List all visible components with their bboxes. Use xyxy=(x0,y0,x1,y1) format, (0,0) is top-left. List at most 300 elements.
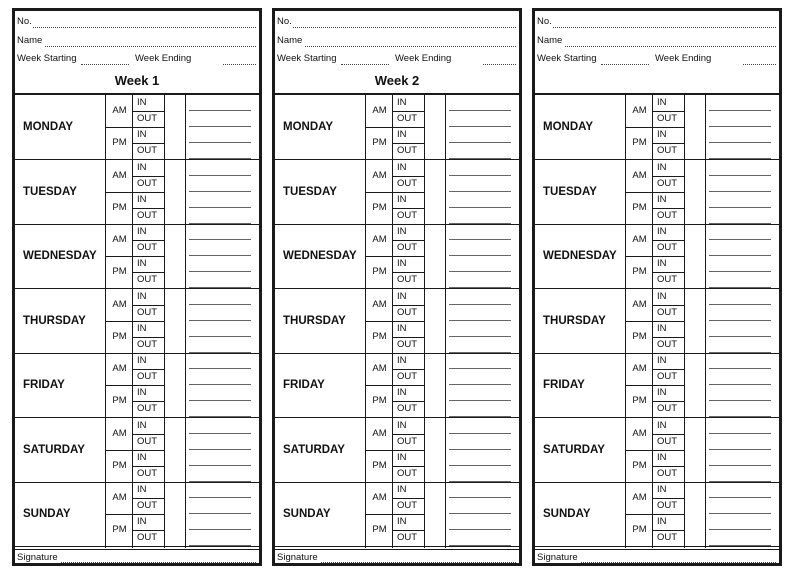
pm-label: PM xyxy=(112,330,127,342)
week-ending-field[interactable] xyxy=(483,64,516,65)
pm-label: PM xyxy=(112,459,127,471)
am-in-hours-line[interactable] xyxy=(449,110,511,111)
pm-out-label: OUT xyxy=(657,532,678,543)
in-out-divider xyxy=(653,434,685,435)
am-out-label: OUT xyxy=(397,371,418,382)
am-in-label: IN xyxy=(137,290,147,302)
signature-row xyxy=(275,549,519,565)
in-out-divider xyxy=(393,143,425,144)
week-title: Week 2 xyxy=(374,73,420,88)
am-out-hours-line[interactable] xyxy=(189,191,251,192)
number-row xyxy=(535,14,779,30)
am-out-label: OUT xyxy=(137,113,158,124)
pm-in-label: IN xyxy=(657,322,667,334)
in-out-divider xyxy=(393,530,425,531)
pm-out-label: OUT xyxy=(137,403,158,414)
pm-in-hours-line[interactable] xyxy=(189,400,251,401)
signature-label: Signature xyxy=(537,552,578,563)
day-name: SUNDAY xyxy=(283,508,331,520)
in-out-divider xyxy=(133,498,165,499)
am-pm-inout-divider xyxy=(653,192,685,193)
pm-label: PM xyxy=(372,266,387,277)
week-dates-row xyxy=(15,51,259,67)
in-out-divider xyxy=(653,272,685,273)
day-row-sunday xyxy=(15,482,259,547)
day-grid xyxy=(15,93,259,548)
am-pm-inout-divider xyxy=(133,385,165,386)
am-pm-inout-divider xyxy=(393,385,425,386)
day-row-tuesday xyxy=(15,160,259,225)
am-pm-inout-divider xyxy=(393,450,425,451)
pm-out-label: OUT xyxy=(657,338,678,350)
am-pm-divider xyxy=(106,450,133,451)
am-out-hours-line[interactable] xyxy=(449,384,511,385)
in-out-divider xyxy=(133,208,165,209)
pm-label: PM xyxy=(112,137,127,148)
am-label: AM xyxy=(632,492,647,503)
number-field[interactable] xyxy=(33,27,256,28)
day-row-wednesday xyxy=(535,224,779,289)
in-out-divider xyxy=(133,401,165,402)
am-label: AM xyxy=(372,169,387,181)
am-pm-inout-divider xyxy=(393,256,425,257)
am-out-hours-line[interactable] xyxy=(709,320,771,321)
am-in-hours-line[interactable] xyxy=(709,175,771,176)
in-out-divider xyxy=(133,466,165,467)
am-out-label: OUT xyxy=(397,113,418,124)
number-label: No. xyxy=(277,16,292,27)
am-in-label: IN xyxy=(657,355,667,366)
number-field[interactable] xyxy=(553,27,776,28)
am-out-hours-line[interactable] xyxy=(709,384,771,385)
am-out-hours-line[interactable] xyxy=(189,255,251,256)
in-out-divider xyxy=(133,337,165,338)
pm-label: PM xyxy=(632,201,647,213)
pm-in-hours-line[interactable] xyxy=(449,400,511,401)
pm-in-hours-line[interactable] xyxy=(709,207,771,208)
pm-out-label: OUT xyxy=(657,145,678,156)
pm-out-hours-line[interactable] xyxy=(189,545,251,546)
pm-in-hours-line[interactable] xyxy=(449,336,511,337)
am-pm-divider xyxy=(106,256,133,257)
week-ending-field[interactable] xyxy=(223,64,256,65)
pm-in-label: IN xyxy=(657,193,667,205)
am-in-label: IN xyxy=(657,97,667,108)
in-out-divider xyxy=(133,434,165,435)
pm-in-label: IN xyxy=(137,258,147,269)
in-out-divider xyxy=(653,208,685,209)
pm-in-label: IN xyxy=(657,129,667,140)
pm-in-hours-line[interactable] xyxy=(189,207,251,208)
day-row-saturday xyxy=(275,418,519,483)
am-out-label: OUT xyxy=(137,177,158,189)
pm-in-hours-line[interactable] xyxy=(189,336,251,337)
am-in-hours-line[interactable] xyxy=(189,433,251,434)
name-field[interactable] xyxy=(45,46,256,47)
day-name: FRIDAY xyxy=(543,379,585,391)
am-out-label: OUT xyxy=(657,306,678,318)
pm-label: PM xyxy=(632,395,647,406)
in-out-divider xyxy=(653,498,685,499)
am-in-label: IN xyxy=(137,97,147,108)
week-title: Week 1 xyxy=(114,73,160,88)
am-out-hours-line[interactable] xyxy=(449,126,511,127)
pm-out-label: OUT xyxy=(137,145,158,156)
am-in-hours-line[interactable] xyxy=(709,368,771,369)
am-pm-divider xyxy=(626,321,653,322)
am-in-label: IN xyxy=(397,355,407,366)
am-in-label: IN xyxy=(397,484,407,495)
name-row xyxy=(535,33,779,49)
pm-label: PM xyxy=(372,137,387,148)
pm-label: PM xyxy=(632,459,647,471)
am-pm-inout-divider xyxy=(653,450,685,451)
signature-field[interactable] xyxy=(61,562,256,563)
in-out-divider xyxy=(393,272,425,273)
am-out-label: OUT xyxy=(397,435,418,447)
day-name: FRIDAY xyxy=(283,379,325,391)
in-out-divider xyxy=(653,143,685,144)
day-row-friday xyxy=(535,353,779,418)
am-out-label: OUT xyxy=(397,500,418,511)
in-out-divider xyxy=(653,111,685,112)
week-ending-label: Week Ending xyxy=(395,53,452,64)
am-pm-inout-divider xyxy=(133,514,165,515)
am-pm-divider xyxy=(626,514,653,515)
day-name: MONDAY xyxy=(543,121,594,133)
am-label: AM xyxy=(632,427,647,439)
am-label: AM xyxy=(112,169,127,181)
day-name: TUESDAY xyxy=(283,185,337,198)
pm-label: PM xyxy=(372,459,387,471)
week-starting-field[interactable] xyxy=(81,64,129,65)
pm-out-hours-line[interactable] xyxy=(449,545,511,546)
pm-out-label: OUT xyxy=(397,145,418,156)
in-out-divider xyxy=(133,176,165,177)
am-in-hours-line[interactable] xyxy=(709,239,771,240)
pm-in-label: IN xyxy=(137,129,147,140)
week-ending-label: Week Ending xyxy=(135,53,192,64)
pm-out-hours-line[interactable] xyxy=(709,545,771,546)
pm-out-label: OUT xyxy=(397,338,418,350)
am-label: AM xyxy=(112,234,127,245)
day-name: WEDNESDAY xyxy=(543,250,617,262)
am-out-hours-line[interactable] xyxy=(709,126,771,127)
am-label: AM xyxy=(372,492,387,503)
am-label: AM xyxy=(112,492,127,503)
in-out-divider xyxy=(393,369,425,370)
week-starting-field[interactable] xyxy=(341,64,389,65)
am-in-label: IN xyxy=(657,419,667,431)
name-label: Name xyxy=(277,35,303,46)
day-row-monday xyxy=(275,95,519,160)
in-out-divider xyxy=(133,369,165,370)
day-name: SUNDAY xyxy=(23,508,71,520)
timecard-1 xyxy=(12,8,262,566)
am-in-hours-line[interactable] xyxy=(189,304,251,305)
in-out-divider xyxy=(393,240,425,241)
am-in-hours-line[interactable] xyxy=(449,433,511,434)
am-label: AM xyxy=(372,234,387,245)
am-out-hours-line[interactable] xyxy=(449,191,511,192)
am-label: AM xyxy=(112,427,127,439)
signature-label: Signature xyxy=(17,552,58,563)
pm-label: PM xyxy=(372,395,387,406)
day-name: SATURDAY xyxy=(283,443,345,456)
pm-in-hours-line[interactable] xyxy=(449,465,511,466)
pm-in-hours-line[interactable] xyxy=(189,271,251,272)
pm-label: PM xyxy=(632,330,647,342)
am-in-label: IN xyxy=(397,161,407,173)
pm-in-hours-line[interactable] xyxy=(709,142,771,143)
name-label: Name xyxy=(537,35,563,46)
am-pm-divider xyxy=(106,514,133,515)
pm-in-hours-line[interactable] xyxy=(709,271,771,272)
day-name: THURSDAY xyxy=(283,314,346,327)
am-in-hours-line[interactable] xyxy=(189,239,251,240)
name-row xyxy=(275,33,519,49)
pm-out-label: OUT xyxy=(397,403,418,414)
am-out-label: OUT xyxy=(657,371,678,382)
pm-out-label: OUT xyxy=(657,209,678,221)
day-name: SATURDAY xyxy=(23,443,85,456)
in-out-divider xyxy=(653,530,685,531)
am-in-hours-line[interactable] xyxy=(189,110,251,111)
am-in-hours-line[interactable] xyxy=(449,239,511,240)
day-grid xyxy=(275,93,519,548)
am-out-hours-line[interactable] xyxy=(449,513,511,514)
am-in-label: IN xyxy=(657,226,667,237)
in-out-divider xyxy=(393,434,425,435)
am-pm-divider xyxy=(626,385,653,386)
am-in-label: IN xyxy=(657,484,667,495)
day-row-monday xyxy=(535,95,779,160)
day-name: TUESDAY xyxy=(23,185,77,198)
am-pm-divider xyxy=(106,127,133,128)
day-row-sunday xyxy=(535,482,779,547)
am-pm-inout-divider xyxy=(653,514,685,515)
pm-out-label: OUT xyxy=(137,532,158,543)
day-row-tuesday xyxy=(535,160,779,225)
am-in-label: IN xyxy=(137,161,147,173)
pm-in-label: IN xyxy=(397,451,407,463)
am-in-hours-line[interactable] xyxy=(449,368,511,369)
day-row-saturday xyxy=(535,418,779,483)
in-out-divider xyxy=(653,337,685,338)
pm-in-label: IN xyxy=(657,516,667,527)
am-in-label: IN xyxy=(397,290,407,302)
pm-in-hours-line[interactable] xyxy=(709,529,771,530)
pm-in-label: IN xyxy=(397,322,407,334)
am-out-label: OUT xyxy=(137,242,158,253)
am-label: AM xyxy=(372,105,387,116)
pm-out-label: OUT xyxy=(137,209,158,221)
pm-label: PM xyxy=(112,201,127,213)
am-out-label: OUT xyxy=(397,177,418,189)
in-out-divider xyxy=(393,337,425,338)
day-row-tuesday xyxy=(275,160,519,225)
in-out-divider xyxy=(393,208,425,209)
signature-label: Signature xyxy=(277,552,318,563)
am-out-hours-line[interactable] xyxy=(449,449,511,450)
number-label: No. xyxy=(537,16,552,27)
am-pm-inout-divider xyxy=(653,256,685,257)
am-pm-divider xyxy=(366,450,393,451)
am-pm-divider xyxy=(366,385,393,386)
am-out-hours-line[interactable] xyxy=(709,449,771,450)
am-label: AM xyxy=(632,363,647,374)
pm-out-label: OUT xyxy=(397,274,418,285)
day-name: MONDAY xyxy=(283,121,334,133)
pm-label: PM xyxy=(372,201,387,213)
pm-in-hours-line[interactable] xyxy=(449,529,511,530)
am-pm-divider xyxy=(626,127,653,128)
am-pm-divider xyxy=(626,450,653,451)
am-out-hours-line[interactable] xyxy=(189,513,251,514)
am-out-hours-line[interactable] xyxy=(709,191,771,192)
day-grid xyxy=(535,93,779,548)
am-pm-divider xyxy=(366,192,393,193)
am-pm-divider xyxy=(366,256,393,257)
number-label: No. xyxy=(17,16,32,27)
am-in-hours-line[interactable] xyxy=(189,368,251,369)
pm-in-hours-line[interactable] xyxy=(189,142,251,143)
in-out-divider xyxy=(653,466,685,467)
in-out-divider xyxy=(393,498,425,499)
am-out-hours-line[interactable] xyxy=(189,320,251,321)
pm-label: PM xyxy=(632,137,647,148)
week-dates-row xyxy=(535,51,779,67)
am-out-label: OUT xyxy=(657,500,678,511)
day-row-thursday xyxy=(275,289,519,354)
day-name: FRIDAY xyxy=(23,379,65,391)
week-starting-label: Week Starting xyxy=(537,53,597,64)
am-pm-divider xyxy=(366,514,393,515)
week-dates-row xyxy=(275,51,519,67)
pm-out-label: OUT xyxy=(137,338,158,350)
signature-field[interactable] xyxy=(321,562,516,563)
am-pm-divider xyxy=(106,321,133,322)
in-out-divider xyxy=(653,176,685,177)
am-pm-inout-divider xyxy=(133,192,165,193)
am-out-hours-line[interactable] xyxy=(189,126,251,127)
day-name: TUESDAY xyxy=(543,185,597,198)
name-field[interactable] xyxy=(565,46,776,47)
day-row-sunday xyxy=(275,482,519,547)
am-in-label: IN xyxy=(137,484,147,495)
am-pm-inout-divider xyxy=(393,127,425,128)
am-out-label: OUT xyxy=(397,242,418,253)
am-label: AM xyxy=(372,427,387,439)
pm-in-hours-line[interactable] xyxy=(709,336,771,337)
am-label: AM xyxy=(112,298,127,310)
number-field[interactable] xyxy=(293,27,516,28)
day-name: THURSDAY xyxy=(543,314,606,327)
name-row xyxy=(15,33,259,49)
am-pm-inout-divider xyxy=(653,321,685,322)
am-pm-divider xyxy=(366,127,393,128)
am-pm-inout-divider xyxy=(133,321,165,322)
am-in-hours-line[interactable] xyxy=(189,175,251,176)
pm-in-hours-line[interactable] xyxy=(449,142,511,143)
am-out-hours-line[interactable] xyxy=(709,255,771,256)
name-field[interactable] xyxy=(305,46,516,47)
day-name: THURSDAY xyxy=(23,314,86,327)
in-out-divider xyxy=(393,466,425,467)
in-out-divider xyxy=(653,369,685,370)
am-in-hours-line[interactable] xyxy=(449,304,511,305)
in-out-divider xyxy=(653,305,685,306)
am-out-hours-line[interactable] xyxy=(709,513,771,514)
pm-out-label: OUT xyxy=(657,467,678,479)
week-starting-label: Week Starting xyxy=(17,53,77,64)
pm-label: PM xyxy=(112,266,127,277)
timecard-2 xyxy=(272,8,522,566)
am-pm-inout-divider xyxy=(393,321,425,322)
pm-in-hours-line[interactable] xyxy=(189,465,251,466)
day-row-friday xyxy=(275,353,519,418)
am-label: AM xyxy=(632,169,647,181)
am-in-label: IN xyxy=(397,419,407,431)
am-in-hours-line[interactable] xyxy=(189,497,251,498)
am-out-hours-line[interactable] xyxy=(449,320,511,321)
pm-in-hours-line[interactable] xyxy=(709,465,771,466)
pm-out-label: OUT xyxy=(137,274,158,285)
am-in-label: IN xyxy=(137,226,147,237)
am-in-label: IN xyxy=(397,97,407,108)
am-in-hours-line[interactable] xyxy=(709,304,771,305)
day-name: MONDAY xyxy=(23,121,74,133)
pm-in-hours-line[interactable] xyxy=(709,400,771,401)
pm-in-hours-line[interactable] xyxy=(449,271,511,272)
pm-label: PM xyxy=(632,266,647,277)
am-out-hours-line[interactable] xyxy=(189,449,251,450)
am-pm-inout-divider xyxy=(653,127,685,128)
pm-label: PM xyxy=(372,330,387,342)
am-out-label: OUT xyxy=(657,177,678,189)
pm-out-label: OUT xyxy=(137,467,158,479)
am-out-label: OUT xyxy=(657,242,678,253)
pm-in-hours-line[interactable] xyxy=(189,529,251,530)
number-row xyxy=(275,14,519,30)
pm-label: PM xyxy=(632,524,647,535)
pm-in-label: IN xyxy=(137,451,147,463)
day-row-thursday xyxy=(15,289,259,354)
am-in-hours-line[interactable] xyxy=(449,175,511,176)
pm-in-hours-line[interactable] xyxy=(449,207,511,208)
pm-out-label: OUT xyxy=(397,467,418,479)
day-row-wednesday xyxy=(275,224,519,289)
in-out-divider xyxy=(393,111,425,112)
am-out-hours-line[interactable] xyxy=(189,384,251,385)
am-label: AM xyxy=(632,234,647,245)
am-in-hours-line[interactable] xyxy=(709,433,771,434)
week-starting-field[interactable] xyxy=(601,64,649,65)
am-in-hours-line[interactable] xyxy=(709,497,771,498)
in-out-divider xyxy=(393,305,425,306)
signature-field[interactable] xyxy=(581,562,776,563)
in-out-divider xyxy=(393,176,425,177)
am-out-hours-line[interactable] xyxy=(449,255,511,256)
week-title xyxy=(535,70,779,92)
pm-out-label: OUT xyxy=(657,274,678,285)
week-ending-field[interactable] xyxy=(743,64,776,65)
pm-in-label: IN xyxy=(397,129,407,140)
in-out-divider xyxy=(133,240,165,241)
pm-in-label: IN xyxy=(397,258,407,269)
am-in-hours-line[interactable] xyxy=(709,110,771,111)
am-in-hours-line[interactable] xyxy=(449,497,511,498)
